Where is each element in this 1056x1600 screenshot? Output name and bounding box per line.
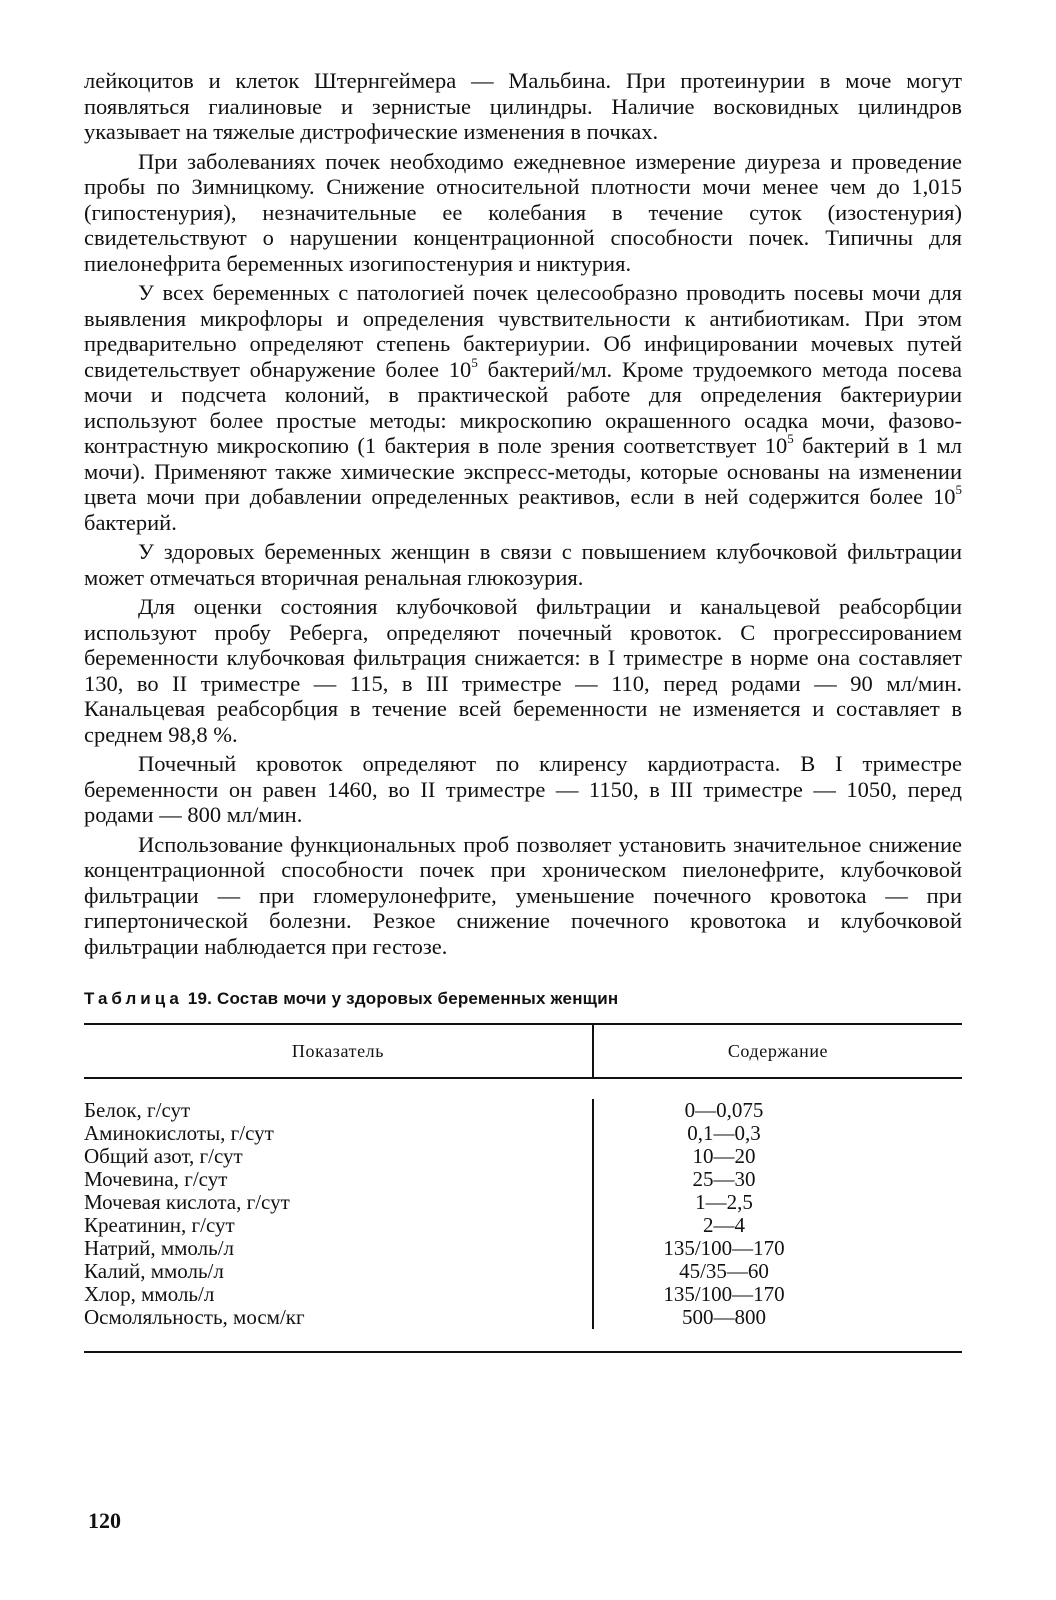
table-caption-label: Таблица <box>84 989 183 1008</box>
paragraph-3-part-1: У всех беременных с патологией почек целесообразно проводить посевы мочи для выявления микрофлоры и определения чувствительности к антибиотикам. При этом предварительно определяют степень бактериурии. Об инфицировании мочевых путей свидетельствует обнаружение более 10 <box>84 280 962 382</box>
table-row-value: 10—20 <box>692 1144 756 1168</box>
table-row-name: Общий азот, г/сут <box>84 1144 243 1168</box>
table-row-value: 25—30 <box>692 1167 756 1191</box>
paragraph-4: У здоровых беременных женщин в связи с повышением клубочковой фильтрации может отмечаться вторичная ренальная глюкозурия. <box>84 539 962 590</box>
table-row-value: 500—800 <box>682 1305 766 1329</box>
exponent: 5 <box>787 431 794 446</box>
table-row-value: 0—0,075 <box>684 1098 764 1122</box>
table-row-value: 135/100—170 <box>663 1282 785 1306</box>
content-column <box>594 1099 962 1329</box>
paragraph-3-part-2: бактерий/мл. Кроме трудоемкого метода посева мочи и подсчета колоний, в практической работе для определения бактериурии используют более простые методы: микроскопию окрашенного осадка мочи, фазово-контрастную микроскопию (1 бактерия в поле зрения соответствует 10 <box>84 356 962 458</box>
table-row-name: Белок, г/сут <box>84 1098 191 1122</box>
urine-composition-table <box>84 1023 962 1353</box>
paragraph-6: Почечный кровоток определяют по клиренсу кардиотраста. В I триместре беременности он равен 1460, во II триместре — 1150, в III триместре — 1050, перед родами — 800 мл/мин. <box>84 751 962 827</box>
table-row-name: Мочевина, г/сут <box>84 1167 228 1191</box>
table-row-value: 45/35—60 <box>679 1259 769 1283</box>
paragraph-2: При заболеваниях почек необходимо ежедневное измерение диуреза и проведение пробы по Зимницкому. Снижение относительной плотности мочи менее чем до 1,015 (гипостенурия), незначительные ее колебания в течение суток (изостенурия) свидетельствуют о нарушении концентрационной способности почек. Типичны для пиелонефрита беременных изогипостенурия и никтурия. <box>84 148 962 276</box>
page-number: 120 <box>88 1508 121 1533</box>
table-row-value: 0,1—0,3 <box>687 1121 761 1145</box>
paragraph-1: лейкоцитов и клеток Штернгеймера — Мальбина. При протеинурии в моче могут появляться гиалиновые и зернистые цилиндры. Наличие восковидных цилиндров указывает на тяжелые дистрофические изменения в почках. <box>84 68 962 144</box>
table-header <box>84 1025 962 1079</box>
table-row-value: 135/100—170 <box>663 1236 785 1260</box>
table-row-name: Мочевая кислота, г/сут <box>84 1190 290 1214</box>
paragraph-3-part-4: бактерий. <box>84 509 177 535</box>
table-row-value: 1—2,5 <box>695 1190 753 1214</box>
paragraph-7: Использование функциональных проб позволяет установить значительное снижение концентрационной способности почек при хроническом пиелонефрите, клубочковой фильтрации — при гломерулонефрите, уменьшение почечного кровотока — при гипертонической болезни. Резкое снижение почечного кровотока и клубочковой фильтрации наблюдается при гестозе. <box>84 831 962 959</box>
table-caption-number: 19. <box>187 989 213 1008</box>
table-caption <box>84 989 962 1009</box>
table-row-name: Осмоляльность, мосм/кг <box>84 1305 305 1329</box>
paragraph-5: Для оценки состояния клубочковой фильтрации и канальцевой реабсорбции используют пробу Реберга, определяют почечный кровоток. С прогрессированием беременности клубочковая фильтрация снижается: в I триместре в норме она составляет 130, во II триместре — 115, в III триместре — 110, перед родами — 90 мл/мин. Канальцевая реабсорбция в течение всей беременности не изменяется и составляет в среднем 98,8 %. <box>84 594 962 747</box>
table-row-name: Натрий, ммоль/л <box>84 1236 235 1260</box>
exponent: 5 <box>955 482 962 497</box>
exponent: 5 <box>471 354 478 370</box>
paragraph-3 <box>84 280 962 535</box>
header-indicator: Показатель <box>84 1025 594 1077</box>
table-row-value: 2—4 <box>703 1213 745 1237</box>
paragraph-3-part-3: бактерий в 1 мл мочи). Применяют также химические экспресс-методы, которые основаны на изменении цвета мочи при добавлении определенных реактивов, если в ней содержится более 10 <box>84 433 963 509</box>
header-content: Содержание <box>727 1040 829 1061</box>
table-row-name: Хлор, ммоль/л <box>84 1282 215 1306</box>
table-row-name: Калий, ммоль/л <box>84 1259 224 1283</box>
table-body <box>84 1079 962 1353</box>
table-row-name: Креатинин, г/сут <box>84 1213 235 1237</box>
table-row-name: Аминокислоты, г/сут <box>84 1121 274 1145</box>
table-caption-title: Состав мочи у здоровых беременных женщин <box>216 989 619 1008</box>
indicator-column <box>84 1099 594 1329</box>
